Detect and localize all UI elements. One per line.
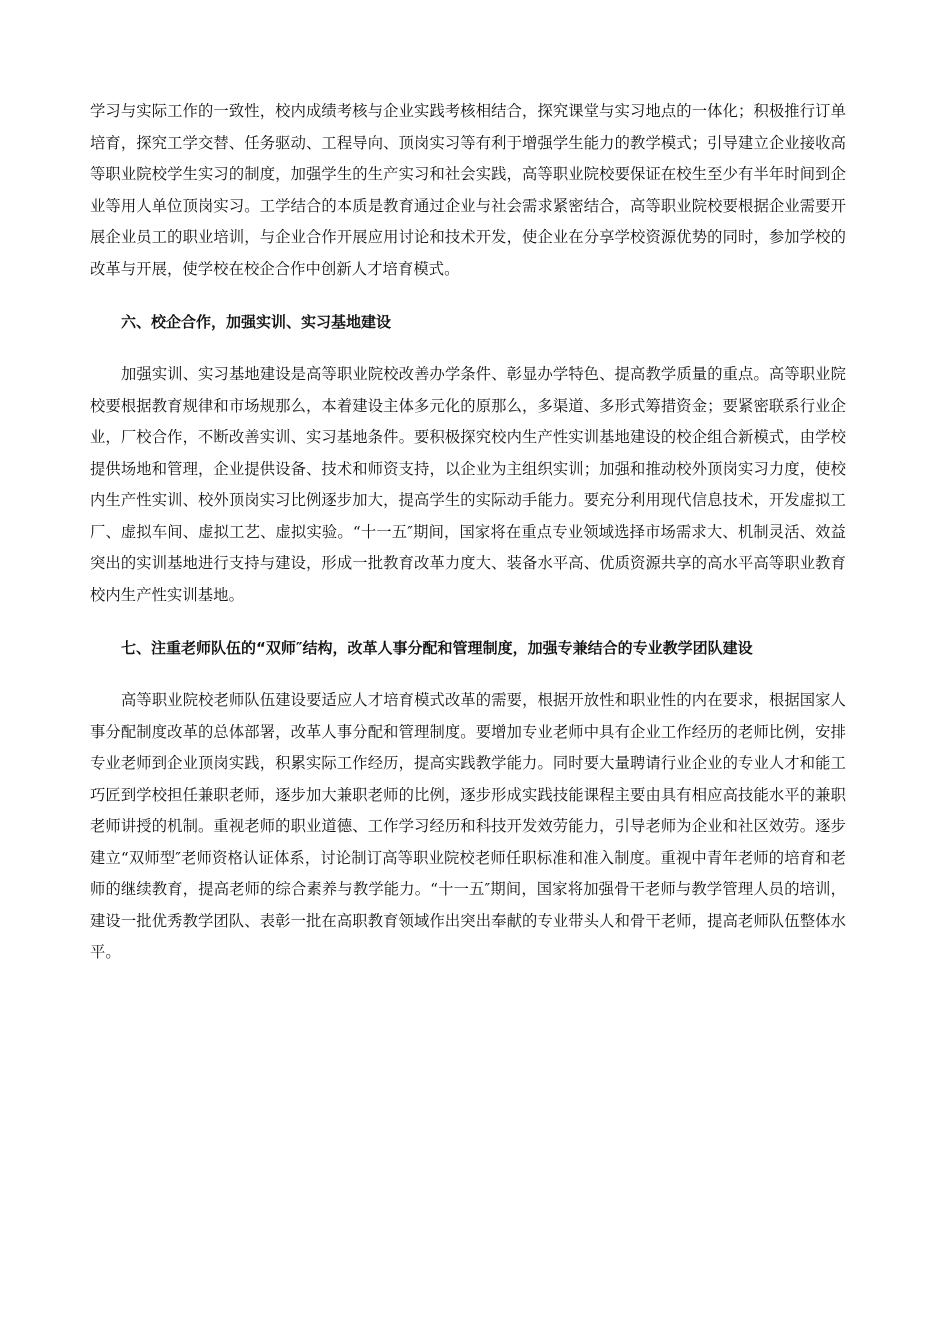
spacer xyxy=(90,285,846,307)
spacer xyxy=(90,611,846,633)
spacer xyxy=(90,338,846,359)
section-heading-7: 七、注重老师队伍的“双师″结构，改革人事分配和管理制度，加强专兼结合的专业教学团队建设 xyxy=(121,639,753,657)
section-heading-6: 六、校企合作，加强实训、实习基地建设 xyxy=(121,313,392,331)
paragraph-continued: 学习与实际工作的一致性，校内成绩考核与企业实践考核相结合，探究课堂与实习地点的一体化；积极推行订单培育，探究工学交替、任务驱动、工程导向、顶岗实习等有利于增强学生能力的教学模式；引导建立企业接收高等职业院校学生实习的制度，加强学生的生产实习和社会实践，高等职业院校要保证在校生至少有半年时间到企业等用人单位顶岗实习。工学结合的本质是教育通过企业与社会需求紧密结合，高等职业院校要根据企业需要开展企业员工的职业培训，与企业合作开展应用讨论和技术开发，使企业在分享学校资源优势的同时，参加学校的改革与开展，使学校在校企合作中创新人才培育模式。 xyxy=(90,102,846,278)
spacer xyxy=(90,664,846,685)
paragraph-section-6: 加强实训、实习基地建设是高等职业院校改善办学条件、彰显办学特色、提高教学质量的重点。高等职业院校要根据教育规律和市场规那么，本着建设主体多元化的原那么，多渠道、多形式筹措资金；要紧密联系行业企业，厂校合作，不断改善实训、实习基地条件。要积极探究校内生产性实训基地建设的校企组合新模式，由学校提供场地和管理，企业提供设备、技术和师资支持，以企业为主组织实训；加强和推动校外顶岗实习力度，使校内生产性实训、校外顶岗实习比例逐步加大，提高学生的实际动手能力。要充分利用现代信息技术，开发虚拟工厂、虚拟车间、虚拟工艺、虚拟实验。“十一五″期间，国家将在重点专业领域选择市场需求大、机制灵活、效益突出的实训基地进行支持与建设，形成一批教育改革力度大、装备水平高、优质资源共享的高水平高等职业教育校内生产性实训基地。 xyxy=(90,365,846,604)
paragraph-section-7: 高等职业院校老师队伍建设要适应人才培育模式改革的需要，根据开放性和职业性的内在要求，根据国家人事分配制度改革的总体部署，改革人事分配和管理制度。要增加专业老师中具有企业工作经历的老师比例，安排专业老师到企业顶岗实践，积累实际工作经历，提高实践教学能力。同时要大量聘请行业企业的专业人才和能工巧匠到学校担任兼职老师，逐步加大兼职老师的比例，逐步形成实践技能课程主要由具有相应高技能水平的兼职老师讲授的机制。重视老师的职业道德、工作学习经历和科技开发效劳能力，引导老师为企业和社区效劳。逐步建立“双师型″老师资格认证体系，讨论制订高等职业院校老师任职标准和准入制度。重视中青年老师的培育和老师的继续教育，提高老师的综合素养与教学能力。“十一五″期间，国家将加强骨干老师与教学管理人员的培训，建设一批优秀教学团队、表彰一批在高职教育领域作出突出奉献的专业带头人和骨干老师，提高老师队伍整体水平。 xyxy=(90,691,846,961)
document-page xyxy=(90,96,846,969)
